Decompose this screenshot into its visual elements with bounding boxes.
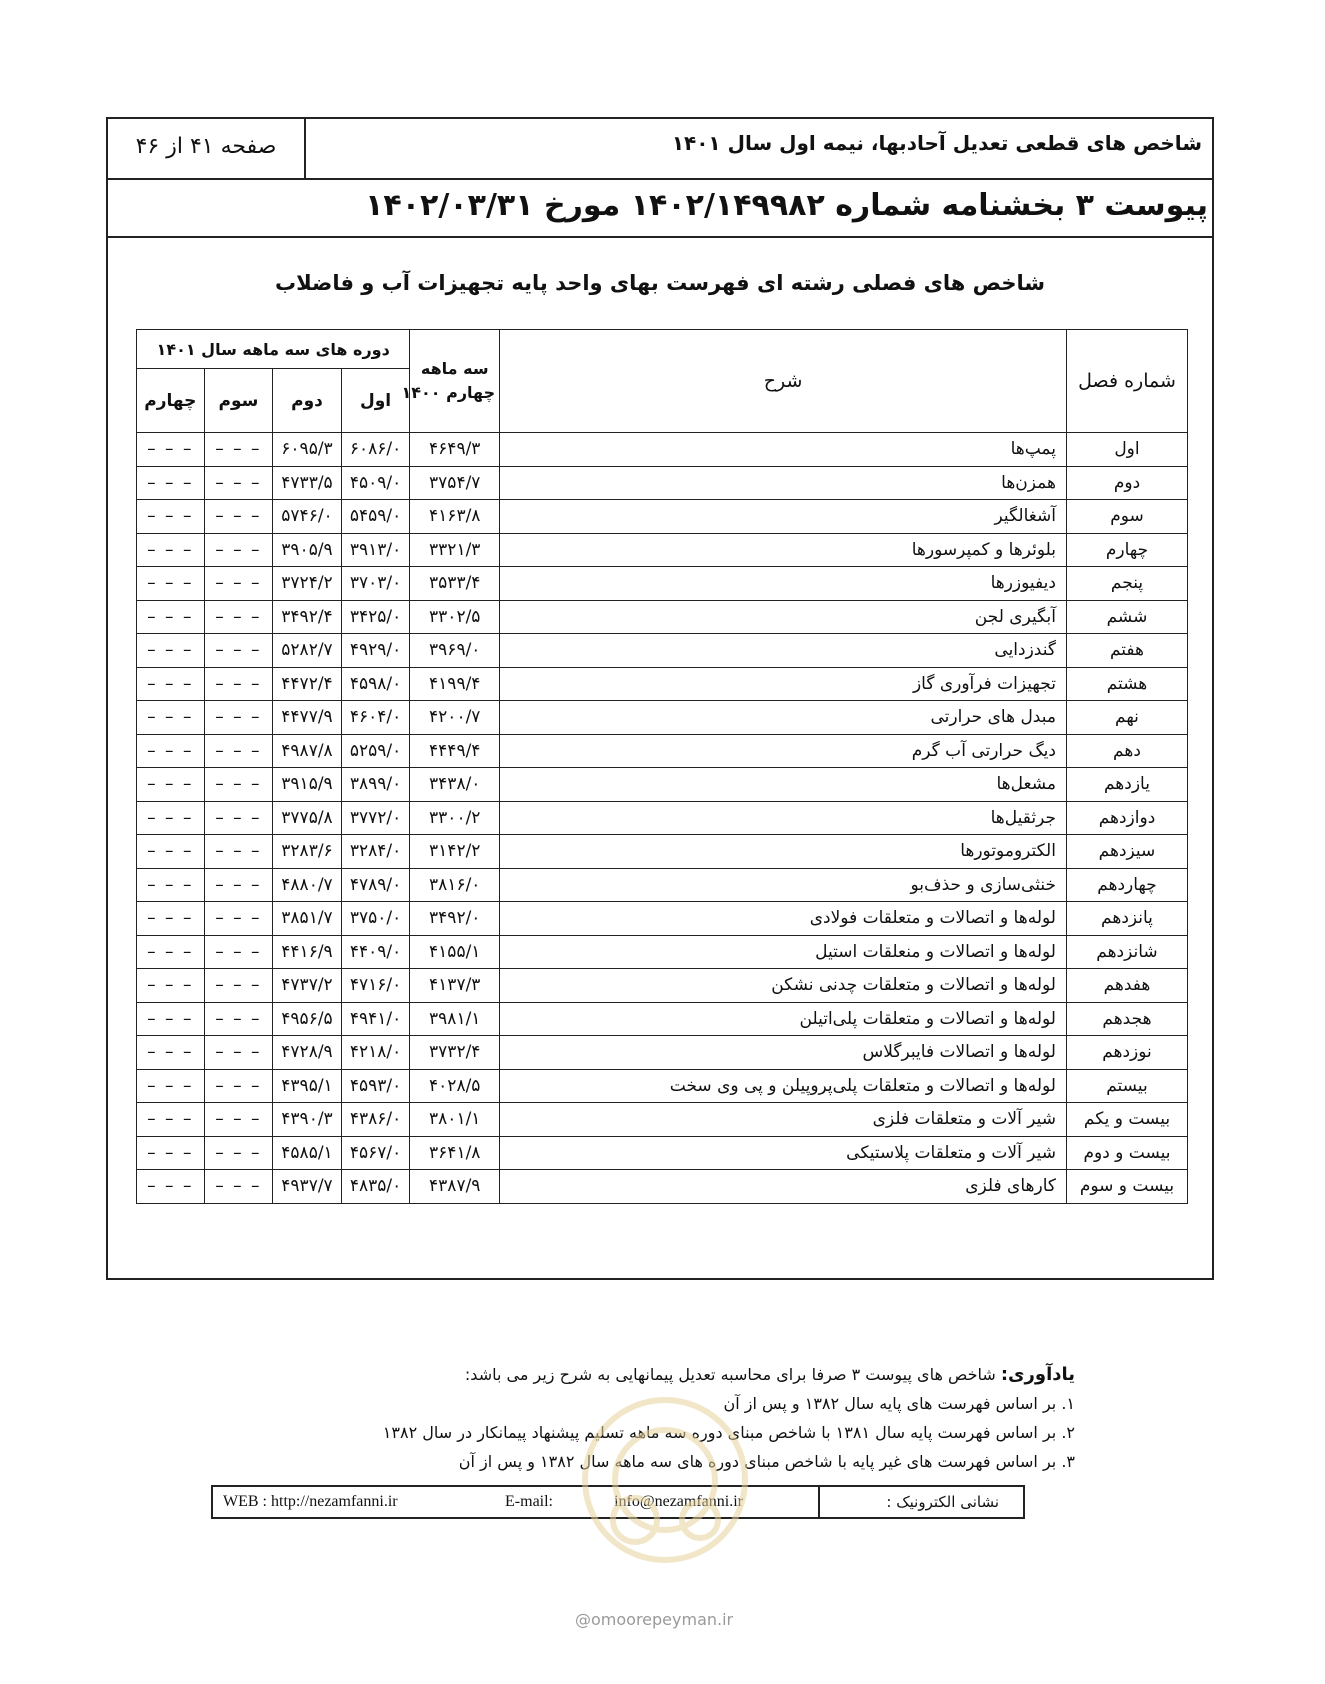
cell-q4: – – – xyxy=(137,500,205,534)
cell-q1: ۴۵۹۳/۰ xyxy=(341,1069,410,1103)
cell-q3: – – – xyxy=(204,1170,273,1204)
cell-q4-1400: ۳۹۸۱/۱ xyxy=(410,1002,500,1036)
cell-q1: ۴۹۴۱/۰ xyxy=(341,1002,410,1036)
table-row xyxy=(137,667,1188,701)
header-description: شرح xyxy=(500,330,1067,433)
cell-q4-1400: ۴۱۳۷/۳ xyxy=(410,969,500,1003)
table-row xyxy=(137,1036,1188,1070)
table-row xyxy=(137,1136,1188,1170)
cell-q4: – – – xyxy=(137,634,205,668)
cell-q3: – – – xyxy=(204,1136,273,1170)
cell-q3: – – – xyxy=(204,433,273,467)
cell-q4-1400: ۳۸۱۶/۰ xyxy=(410,868,500,902)
cell-description: تجهیزات فرآوری گاز xyxy=(500,667,1067,701)
cell-chapter: بیست و دوم xyxy=(1066,1136,1187,1170)
page-number: صفحه ۴۱ از ۴۶ xyxy=(108,119,306,178)
cell-q2: ۳۷۲۴/۲ xyxy=(273,567,342,601)
header-q4-1400 xyxy=(401,330,500,433)
cell-q1: ۴۶۰۴/۰ xyxy=(341,701,410,735)
cell-chapter: سوم xyxy=(1066,500,1187,534)
table-row xyxy=(137,801,1188,835)
header-q4-1400-line1: سه ماهه xyxy=(420,359,489,378)
cell-q4: – – – xyxy=(137,1069,205,1103)
cell-q1: ۴۴۰۹/۰ xyxy=(341,935,410,969)
cell-description: شیر آلات و متعلقات فلزی xyxy=(500,1103,1067,1137)
web-link[interactable]: WEB : http://nezamfanni.ir xyxy=(223,1493,398,1510)
table-row xyxy=(137,433,1188,467)
header-q2: دوم xyxy=(273,369,342,433)
table-row xyxy=(137,1069,1188,1103)
cell-q2: ۴۴۱۶/۹ xyxy=(273,935,342,969)
reminder-item-2: ۲. بر اساس فهرست پایه سال ۱۳۸۱ با شاخص مبنای دوره سه ماهه تسلیم پیشنهاد پیمانکار در سال ۱۳۸۲ xyxy=(382,1423,1075,1442)
table-row xyxy=(137,533,1188,567)
table-row xyxy=(137,768,1188,802)
cell-q2: ۴۹۸۷/۸ xyxy=(273,734,342,768)
cell-q2: ۳۸۵۱/۷ xyxy=(273,902,342,936)
cell-q1: ۴۸۳۵/۰ xyxy=(341,1170,410,1204)
cell-q2: ۴۹۳۷/۷ xyxy=(273,1170,342,1204)
cell-q2: ۴۷۳۷/۲ xyxy=(273,969,342,1003)
table-row xyxy=(137,1170,1188,1204)
cell-q4: – – – xyxy=(137,433,205,467)
cell-chapter: نهم xyxy=(1066,701,1187,735)
cell-description: شیر آلات و متعلقات پلاستیکی xyxy=(500,1136,1067,1170)
table-row xyxy=(137,634,1188,668)
table-body xyxy=(137,433,1188,1204)
cell-q1: ۳۷۵۰/۰ xyxy=(341,902,410,936)
cell-q1: ۳۸۹۹/۰ xyxy=(341,768,410,802)
cell-q2: ۵۲۸۲/۷ xyxy=(273,634,342,668)
cell-q4-1400: ۳۴۹۲/۰ xyxy=(410,902,500,936)
header-q4-1400-line2: چهارم ۱۴۰۰ xyxy=(401,383,496,402)
cell-q4-1400: ۴۰۲۸/۵ xyxy=(410,1069,500,1103)
cell-q4-1400: ۳۹۶۹/۰ xyxy=(410,634,500,668)
cell-q4-1400: ۳۴۳۸/۰ xyxy=(410,768,500,802)
cell-q1: ۴۳۸۶/۰ xyxy=(341,1103,410,1137)
contact-label: نشانی الکترونیک : xyxy=(818,1487,1023,1517)
cell-q1: ۳۹۱۳/۰ xyxy=(341,533,410,567)
reminder-note xyxy=(175,1360,1075,1476)
cell-q2: ۳۹۱۵/۹ xyxy=(273,768,342,802)
cell-q2: ۳۷۷۵/۸ xyxy=(273,801,342,835)
cell-q2: ۴۳۹۰/۳ xyxy=(273,1103,342,1137)
email-label: E-mail: xyxy=(505,1493,553,1510)
cell-q1: ۴۹۲۹/۰ xyxy=(341,634,410,668)
cell-chapter: نوزدهم xyxy=(1066,1036,1187,1070)
cell-chapter: هجدهم xyxy=(1066,1002,1187,1036)
cell-q3: – – – xyxy=(204,1069,273,1103)
cell-q4-1400: ۴۶۴۹/۳ xyxy=(410,433,500,467)
cell-q2: ۴۸۸۰/۷ xyxy=(273,868,342,902)
cell-description: جرثقیل‌ها xyxy=(500,801,1067,835)
document-frame xyxy=(106,117,1214,1280)
cell-q4-1400: ۳۶۴۱/۸ xyxy=(410,1136,500,1170)
cell-q4-1400: ۴۳۸۷/۹ xyxy=(410,1170,500,1204)
cell-q4-1400: ۳۷۵۴/۷ xyxy=(410,466,500,500)
cell-q4: – – – xyxy=(137,1002,205,1036)
cell-q3: – – – xyxy=(204,1103,273,1137)
cell-q3: – – – xyxy=(204,969,273,1003)
cell-q4: – – – xyxy=(137,667,205,701)
cell-q2: ۴۳۹۵/۱ xyxy=(273,1069,342,1103)
table-row xyxy=(137,902,1188,936)
cell-q3: – – – xyxy=(204,533,273,567)
table-row xyxy=(137,567,1188,601)
cell-q1: ۵۴۵۹/۰ xyxy=(341,500,410,534)
cell-q4: – – – xyxy=(137,466,205,500)
cell-description: لوله‌ها و اتصالات فایبرگلاس xyxy=(500,1036,1067,1070)
cell-q4-1400: ۳۱۴۲/۲ xyxy=(410,835,500,869)
cell-description: دیفیوزرها xyxy=(500,567,1067,601)
cell-description: لوله‌ها و اتصالات و متعلقات فولادی xyxy=(500,902,1067,936)
document-title: شاخص های قطعی تعدیل آحادبها، نیمه اول سال ۱۴۰۱ xyxy=(671,131,1202,155)
cell-q3: – – – xyxy=(204,1036,273,1070)
cell-q3: – – – xyxy=(204,734,273,768)
cell-description: آبگیری لجن xyxy=(500,600,1067,634)
cell-description: لوله‌ها و اتصالات و متعلقات پلی‌اتیلن xyxy=(500,1002,1067,1036)
cell-q1: ۴۵۹۸/۰ xyxy=(341,667,410,701)
cell-q3: – – – xyxy=(204,902,273,936)
header-chapter: شماره فصل xyxy=(1066,330,1187,433)
cell-chapter: هفدهم xyxy=(1066,969,1187,1003)
cell-description: لوله‌ها و اتصالات و متعلقات پلی‌پروپیلن و پی وی سخت xyxy=(500,1069,1067,1103)
cell-q2: ۴۴۷۲/۴ xyxy=(273,667,342,701)
cell-q4: – – – xyxy=(137,533,205,567)
reminder-intro: شاخص های پیوست ۳ صرفا برای محاسبه تعدیل پیمانهایی به شرح زیر می باشد: xyxy=(464,1365,996,1384)
cell-q3: – – – xyxy=(204,768,273,802)
cell-q2: ۳۴۹۲/۴ xyxy=(273,600,342,634)
cell-q3: – – – xyxy=(204,701,273,735)
cell-q1: ۴۵۶۷/۰ xyxy=(341,1136,410,1170)
cell-q2: ۴۵۸۵/۱ xyxy=(273,1136,342,1170)
watermark-site: @omoorepeyman.ir xyxy=(575,1610,734,1629)
cell-q1: ۴۲۱۸/۰ xyxy=(341,1036,410,1070)
cell-q4: – – – xyxy=(137,768,205,802)
table-row xyxy=(137,935,1188,969)
cell-description: همزن‌ها xyxy=(500,466,1067,500)
cell-q3: – – – xyxy=(204,801,273,835)
table-row xyxy=(137,734,1188,768)
cell-q3: – – – xyxy=(204,634,273,668)
header-row xyxy=(108,119,1212,180)
cell-chapter: چهارم xyxy=(1066,533,1187,567)
cell-q2: ۴۴۷۷/۹ xyxy=(273,701,342,735)
cell-q4: – – – xyxy=(137,868,205,902)
table-row xyxy=(137,1103,1188,1137)
cell-description: لوله‌ها و اتصالات و منعلقات استیل xyxy=(500,935,1067,969)
cell-q1: ۴۵۰۹/۰ xyxy=(341,466,410,500)
cell-q3: – – – xyxy=(204,935,273,969)
cell-q4: – – – xyxy=(137,701,205,735)
table-row xyxy=(137,868,1188,902)
cell-q4-1400: ۳۳۰۲/۵ xyxy=(410,600,500,634)
table-row xyxy=(137,701,1188,735)
cell-q4: – – – xyxy=(137,1136,205,1170)
circular-row xyxy=(108,180,1212,238)
cell-chapter: هشتم xyxy=(1066,667,1187,701)
cell-q4-1400: ۳۷۳۲/۴ xyxy=(410,1036,500,1070)
cell-q2: ۴۷۲۸/۹ xyxy=(273,1036,342,1070)
cell-chapter: چهاردهم xyxy=(1066,868,1187,902)
cell-q4: – – – xyxy=(137,902,205,936)
cell-q3: – – – xyxy=(204,600,273,634)
cell-chapter: پنجم xyxy=(1066,567,1187,601)
cell-chapter: ششم xyxy=(1066,600,1187,634)
cell-q1: ۳۷۷۲/۰ xyxy=(341,801,410,835)
cell-q4-1400: ۴۲۰۰/۷ xyxy=(410,701,500,735)
cell-q4: – – – xyxy=(137,1170,205,1204)
cell-chapter: سیزدهم xyxy=(1066,835,1187,869)
cell-q2: ۴۷۳۳/۵ xyxy=(273,466,342,500)
cell-chapter: بیستم xyxy=(1066,1069,1187,1103)
cell-description: کارهای فلزی xyxy=(500,1170,1067,1204)
cell-q3: – – – xyxy=(204,466,273,500)
cell-q2: ۳۹۰۵/۹ xyxy=(273,533,342,567)
cell-q4-1400: ۴۴۴۹/۴ xyxy=(410,734,500,768)
table-row xyxy=(137,500,1188,534)
table-subtitle: شاخص های فصلی رشته ای فهرست بهای واحد پایه تجهیزات آب و فاضلاب xyxy=(275,271,1045,295)
cell-q1: ۴۷۱۶/۰ xyxy=(341,969,410,1003)
cell-q4: – – – xyxy=(137,567,205,601)
cell-chapter: بیست و یکم xyxy=(1066,1103,1187,1137)
table-row xyxy=(137,600,1188,634)
cell-q3: – – – xyxy=(204,667,273,701)
cell-description: لوله‌ها و اتصالات و متعلقات چدنی نشکن xyxy=(500,969,1067,1003)
cell-q4-1400: ۴۱۶۳/۸ xyxy=(410,500,500,534)
cell-description: مشعل‌ها xyxy=(500,768,1067,802)
cell-q4: – – – xyxy=(137,835,205,869)
cell-q4: – – – xyxy=(137,1103,205,1137)
cell-q4: – – – xyxy=(137,969,205,1003)
cell-chapter: دوازدهم xyxy=(1066,801,1187,835)
cell-q4: – – – xyxy=(137,1036,205,1070)
table-row xyxy=(137,835,1188,869)
reminder-item-3: ۳. بر اساس فهرست های غیر پایه با شاخص مبنای دوره های سه ماهه سال ۱۳۸۲ و پس از آن xyxy=(458,1452,1075,1471)
header-q3: سوم xyxy=(204,369,273,433)
cell-description: گندزدایی xyxy=(500,634,1067,668)
cell-q4-1400: ۴۱۹۹/۴ xyxy=(410,667,500,701)
cell-chapter: شانزدهم xyxy=(1066,935,1187,969)
cell-description: آشغالگیر xyxy=(500,500,1067,534)
cell-description: مبدل های حرارتی xyxy=(500,701,1067,735)
contact-box xyxy=(211,1485,1025,1519)
cell-q4-1400: ۳۸۰۱/۱ xyxy=(410,1103,500,1137)
cell-q4-1400: ۳۳۲۱/۳ xyxy=(410,533,500,567)
cell-q1: ۳۴۲۵/۰ xyxy=(341,600,410,634)
cell-chapter: دهم xyxy=(1066,734,1187,768)
cell-q1: ۳۲۸۴/۰ xyxy=(341,835,410,869)
cell-q2: ۳۲۸۳/۶ xyxy=(273,835,342,869)
reminder-title: یادآوری: xyxy=(1000,1364,1075,1385)
cell-q3: – – – xyxy=(204,500,273,534)
cell-description: بلوئرها و کمپرسورها xyxy=(500,533,1067,567)
circular-title: پیوست ۳ بخشنامه شماره ۱۴۰۲/۱۴۹۹۸۲ مورخ ۱۴۰۲/۰۳/۳۱ xyxy=(365,188,1208,223)
cell-q1: ۴۷۸۹/۰ xyxy=(341,868,410,902)
cell-q3: – – – xyxy=(204,567,273,601)
table-row xyxy=(137,466,1188,500)
cell-q4: – – – xyxy=(137,801,205,835)
cell-q1: ۶۰۸۶/۰ xyxy=(341,433,410,467)
cell-chapter: یازدهم xyxy=(1066,768,1187,802)
cell-q1: ۳۷۰۳/۰ xyxy=(341,567,410,601)
cell-description: خنثی‌سازی و حذف‌بو xyxy=(500,868,1067,902)
cell-q4-1400: ۴۱۵۵/۱ xyxy=(410,935,500,969)
cell-chapter: اول xyxy=(1066,433,1187,467)
table-row xyxy=(137,1002,1188,1036)
cell-q3: – – – xyxy=(204,868,273,902)
reminder-item-1: ۱. بر اساس فهرست های پایه سال ۱۳۸۲ و پس از آن xyxy=(723,1394,1075,1413)
cell-q3: – – – xyxy=(204,1002,273,1036)
cell-q1: ۵۲۵۹/۰ xyxy=(341,734,410,768)
cell-chapter: دوم xyxy=(1066,466,1187,500)
header-q1: اول xyxy=(341,369,410,433)
cell-q4: – – – xyxy=(137,600,205,634)
index-table xyxy=(136,329,1188,1204)
header-group-1401: دوره های سه ماهه سال ۱۴۰۱ xyxy=(137,330,410,369)
cell-description: الکتروموتورها xyxy=(500,835,1067,869)
cell-q4-1400: ۳۵۳۳/۴ xyxy=(410,567,500,601)
cell-chapter: هفتم xyxy=(1066,634,1187,668)
cell-description: پمپ‌ها xyxy=(500,433,1067,467)
cell-q2: ۴۹۵۶/۵ xyxy=(273,1002,342,1036)
email-link[interactable]: info@nezamfanni.ir xyxy=(614,1493,743,1510)
table-row xyxy=(137,969,1188,1003)
header-q4: چهارم xyxy=(137,369,205,433)
cell-chapter: پانزدهم xyxy=(1066,902,1187,936)
cell-chapter: بیست و سوم xyxy=(1066,1170,1187,1204)
cell-description: دیگ حرارتی آب گرم xyxy=(500,734,1067,768)
cell-q4: – – – xyxy=(137,734,205,768)
cell-q2: ۶۰۹۵/۳ xyxy=(273,433,342,467)
cell-q2: ۵۷۴۶/۰ xyxy=(273,500,342,534)
cell-q3: – – – xyxy=(204,835,273,869)
reminder-heading-line xyxy=(175,1360,1075,1389)
cell-q4-1400: ۳۳۰۰/۲ xyxy=(410,801,500,835)
cell-q4: – – – xyxy=(137,935,205,969)
